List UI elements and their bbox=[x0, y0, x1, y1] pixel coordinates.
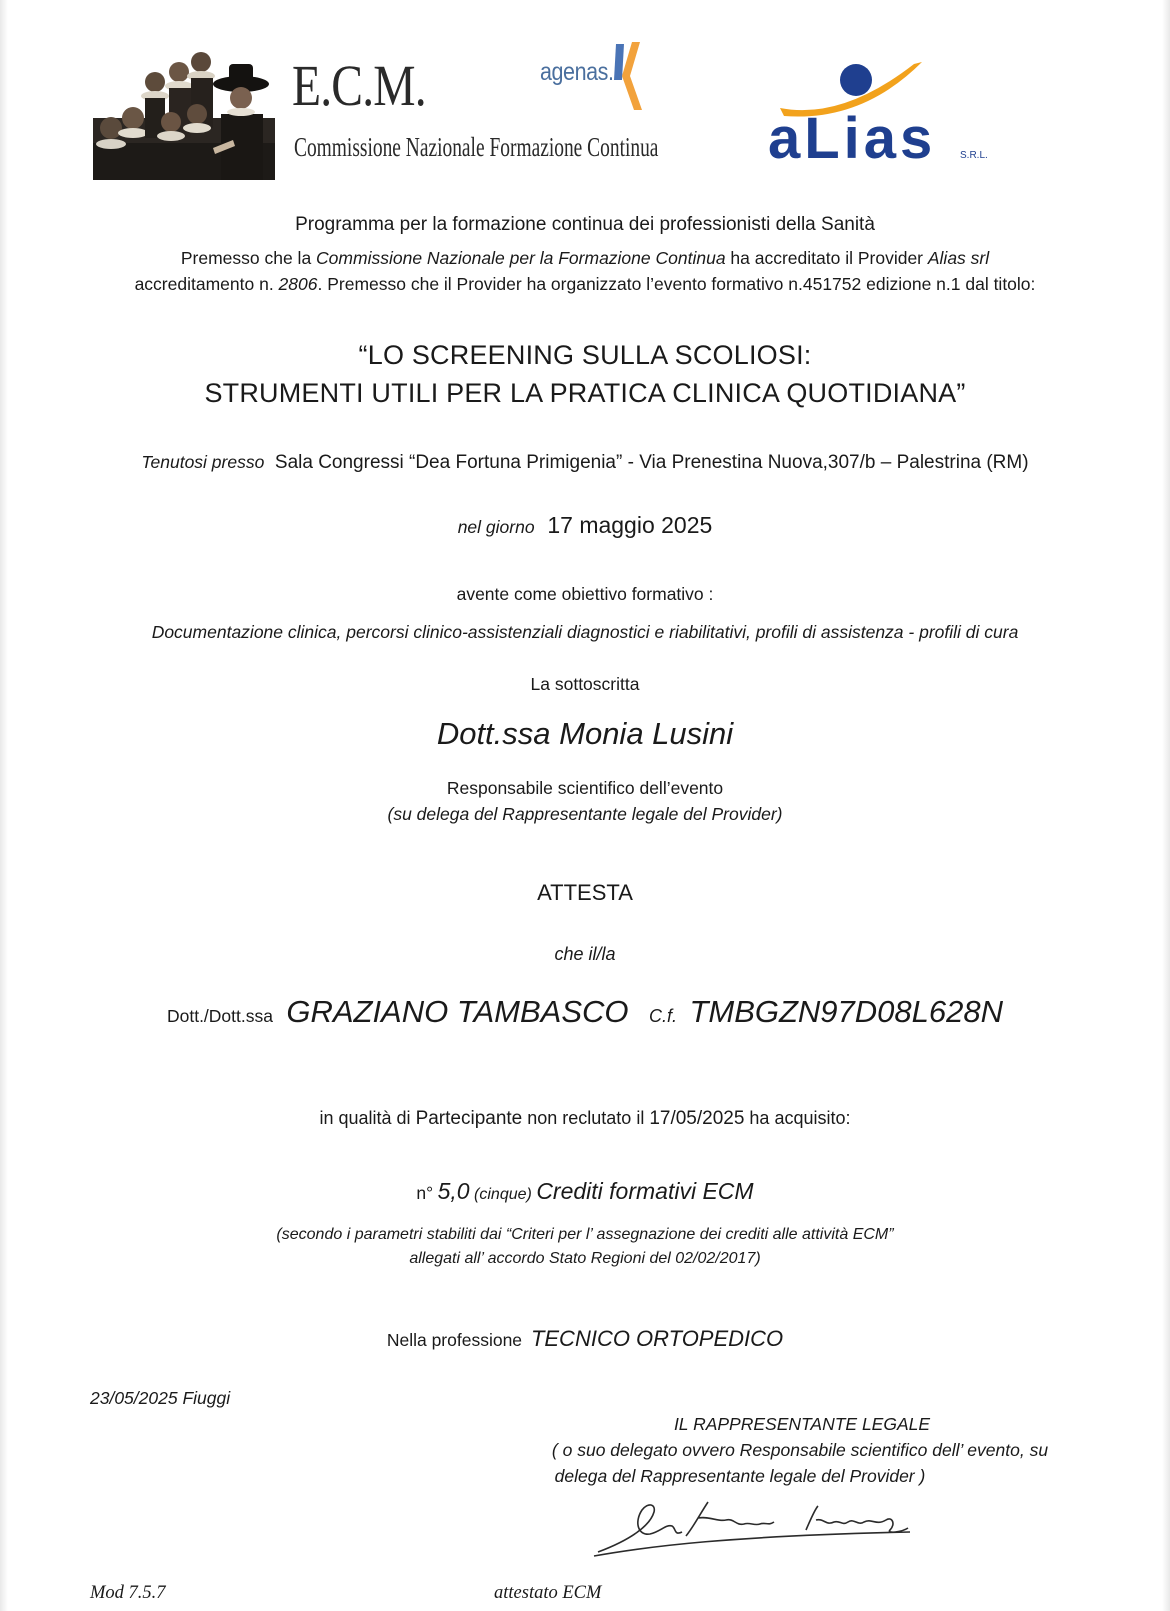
document-type: attestato ECM bbox=[494, 1583, 602, 1603]
profession-label: Nella professione bbox=[386, 1330, 523, 1350]
venue-value: Sala Congressi “Dea Fortuna Primigenia” - Via Prenestina Nuova,307/b – Palestrina (RM) bbox=[274, 452, 1029, 473]
credits-words: (cinque) bbox=[474, 1186, 532, 1203]
event-venue bbox=[0, 452, 1170, 474]
handwritten-signature bbox=[590, 1496, 930, 1562]
event-date bbox=[0, 512, 1170, 539]
signatory-label: La sottoscritta bbox=[530, 674, 640, 694]
profession-line bbox=[0, 1326, 1170, 1352]
signatory-delegation: (su delega del Rappresentante legale del Provider) bbox=[387, 804, 783, 824]
credits-text: Crediti formativi ECM bbox=[536, 1178, 754, 1204]
ecm-logo-title: E.C.M. bbox=[292, 53, 426, 118]
date-label: nel giorno bbox=[457, 517, 535, 537]
attesta-heading: ATTESTA bbox=[537, 880, 633, 905]
credits-line: n° 5,0 (cinque) Crediti formativi ECM bbox=[416, 1178, 754, 1204]
cf-value: TMBGZN97D08L628N bbox=[689, 994, 1004, 1029]
agenas-logo-text: agenas. bbox=[540, 58, 614, 86]
participant-role: Partecipante bbox=[415, 1108, 523, 1129]
date-value: 17 maggio 2025 bbox=[547, 512, 713, 538]
issue-date-place: 23/05/2025 Fiuggi bbox=[90, 1388, 231, 1408]
alias-logo bbox=[762, 58, 988, 164]
participant-line bbox=[0, 994, 1170, 1030]
form-model-code: Mod 7.5.7 bbox=[90, 1583, 166, 1603]
premesso-line-1: Premesso che la Commissione Nazionale per la Formazione Continua ha accreditato il Provider Alias srl bbox=[180, 248, 990, 268]
agenas-logo-mark bbox=[610, 40, 654, 112]
legal-rep-note-1: ( o suo delegato ovvero Responsabile scientifico dell’ evento, su bbox=[551, 1440, 1049, 1460]
cf-label: C.f. bbox=[648, 1006, 677, 1026]
signatory-role: Responsabile scientifico dell’evento bbox=[446, 778, 724, 798]
profession-value: TECNICO ORTOPEDICO bbox=[530, 1326, 784, 1351]
signatory-name: Dott.ssa Monia Lusini bbox=[436, 716, 734, 751]
venue-label: Tenutosi presso bbox=[141, 452, 265, 472]
objective-label: avente come obiettivo formativo : bbox=[456, 584, 714, 604]
attendance-date: 17/05/2025 bbox=[649, 1108, 745, 1129]
qualita-line: in qualità di Partecipante non reclutato il 17/05/2025 ha acquisito: bbox=[319, 1108, 851, 1129]
criteria-line-1: (secondo i parametri stabiliti dai “Criteri per l’ assegnazione dei crediti alle attività ECM” bbox=[276, 1226, 894, 1243]
participant-prefix: Dott./Dott.ssa bbox=[166, 1006, 273, 1026]
ecm-logo-subtitle: Commissione Nazionale Formazione Continua bbox=[294, 132, 659, 162]
che-il-la: che il/la bbox=[554, 944, 616, 964]
credits-value: 5,0 bbox=[437, 1178, 470, 1204]
programma-line: Programma per la formazione continua dei professionisti della Sanità bbox=[295, 214, 875, 235]
legal-rep-note-2: delega del Rappresentante legale del Provider ) bbox=[554, 1466, 926, 1486]
ecm-painting-logo bbox=[93, 48, 275, 180]
premesso-line-2: accreditamento n. 2806. Premesso che il Provider ha organizzato l’evento formativo n.451752 edizione n.1 dal titolo: bbox=[134, 274, 1036, 294]
criteria-line-2: allegati all’ accordo Stato Regioni del 02/02/2017) bbox=[409, 1250, 761, 1267]
alias-logo-suffix: S.R.L. bbox=[960, 150, 988, 161]
legal-rep-title: IL RAPPRESENTANTE LEGALE bbox=[673, 1414, 931, 1434]
participant-name: GRAZIANO TAMBASCO bbox=[286, 994, 629, 1029]
event-title-line-2: STRUMENTI UTILI PER LA PRATICA CLINICA QUOTIDIANA” bbox=[204, 378, 966, 408]
event-title-line-1: “LO SCREENING SULLA SCOLIOSI: bbox=[358, 340, 812, 370]
alias-logo-text: aLias bbox=[768, 106, 937, 164]
objective-text: Documentazione clinica, percorsi clinico-assistenziali diagnostici e riabilitativi, profili di assistenza - profili di cura bbox=[151, 622, 1019, 642]
